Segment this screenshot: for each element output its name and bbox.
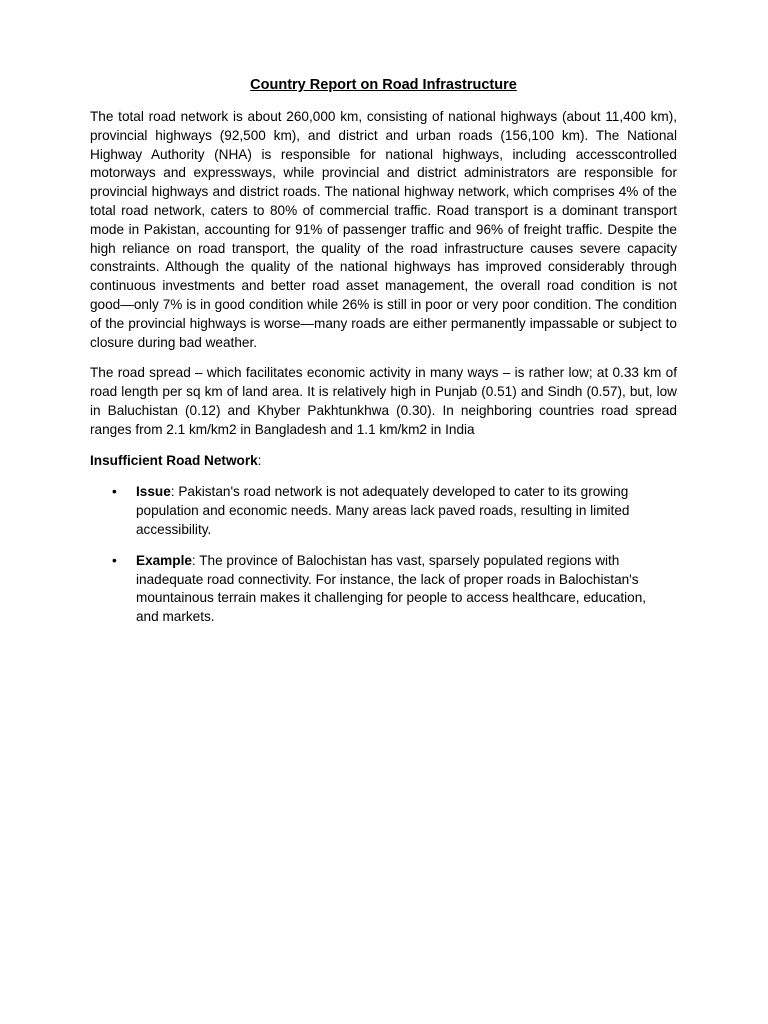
bullet-term: Example — [136, 552, 192, 568]
bullet-dot-icon: • — [112, 484, 117, 500]
section-heading — [90, 452, 677, 471]
bullet-dot-icon: • — [112, 552, 117, 568]
list-item — [90, 483, 677, 539]
document-title: Country Report on Road Infrastructure — [250, 77, 517, 93]
bullet-text: : Pakistan's road network is not adequately developed to cater to its growing population and economic needs. Many areas lack paved roads, resulting in limited accessibility. — [136, 484, 630, 537]
section-heading-text: Insufficient Road Network — [90, 452, 258, 468]
section-heading-suffix: : — [257, 452, 262, 468]
paragraph-road-network: The total road network is about 260,000 km, consisting of national highways (about 11,400 km), provincial highways (92,500 km), and district and urban roads (156,100 km). The National Highway Authority (NHA) is responsible for national highways, including accesscontrolled motorways and expressways, while provincial and district administrators are responsible for provincial highways and district roads. The national highway network, which comprises 4% of the total road network, caters to 80% of commercial traffic. Road transport is a dominant transport mode in Pakistan, accounting for 91% of passenger traffic and 96% of freight traffic. Despite the high reliance on road transport, the quality of the road infrastructure causes severe capacity constraints. Although the quality of the national highways has improved considerably through continuous investments and better road asset management, the overall road condition is not good—only 7% is in good condition while 26% is still in poor or very poor condition. The condition of the provincial highways is worse—many roads are either permanently impassable or subject to closure during bad weather. — [90, 109, 677, 350]
paragraph-road-spread: The road spread – which facilitates economic activity in many ways – is rather low; at 0.33 km of road length per sq km of land area. It is relatively high in Punjab (0.51) and Sindh (0.57), but, low in Baluchistan (0.12) and Khyber Pakhtunkhwa (0.30). In neighboring countries road spread ranges from 2.1 km/km2 in Bangladesh and 1.1 km/km2 in India — [90, 365, 677, 437]
document-page — [90, 76, 677, 639]
bullet-term: Issue — [136, 484, 171, 500]
list-item — [90, 552, 677, 627]
bullet-text: : The province of Balochistan has vast, sparsely populated regions with inadequate road connectivity. For instance, the lack of proper roads in Balochistan's mountainous terrain makes it challenging for people to access healthcare, education, and markets. — [136, 552, 647, 625]
bullet-list — [90, 483, 677, 627]
